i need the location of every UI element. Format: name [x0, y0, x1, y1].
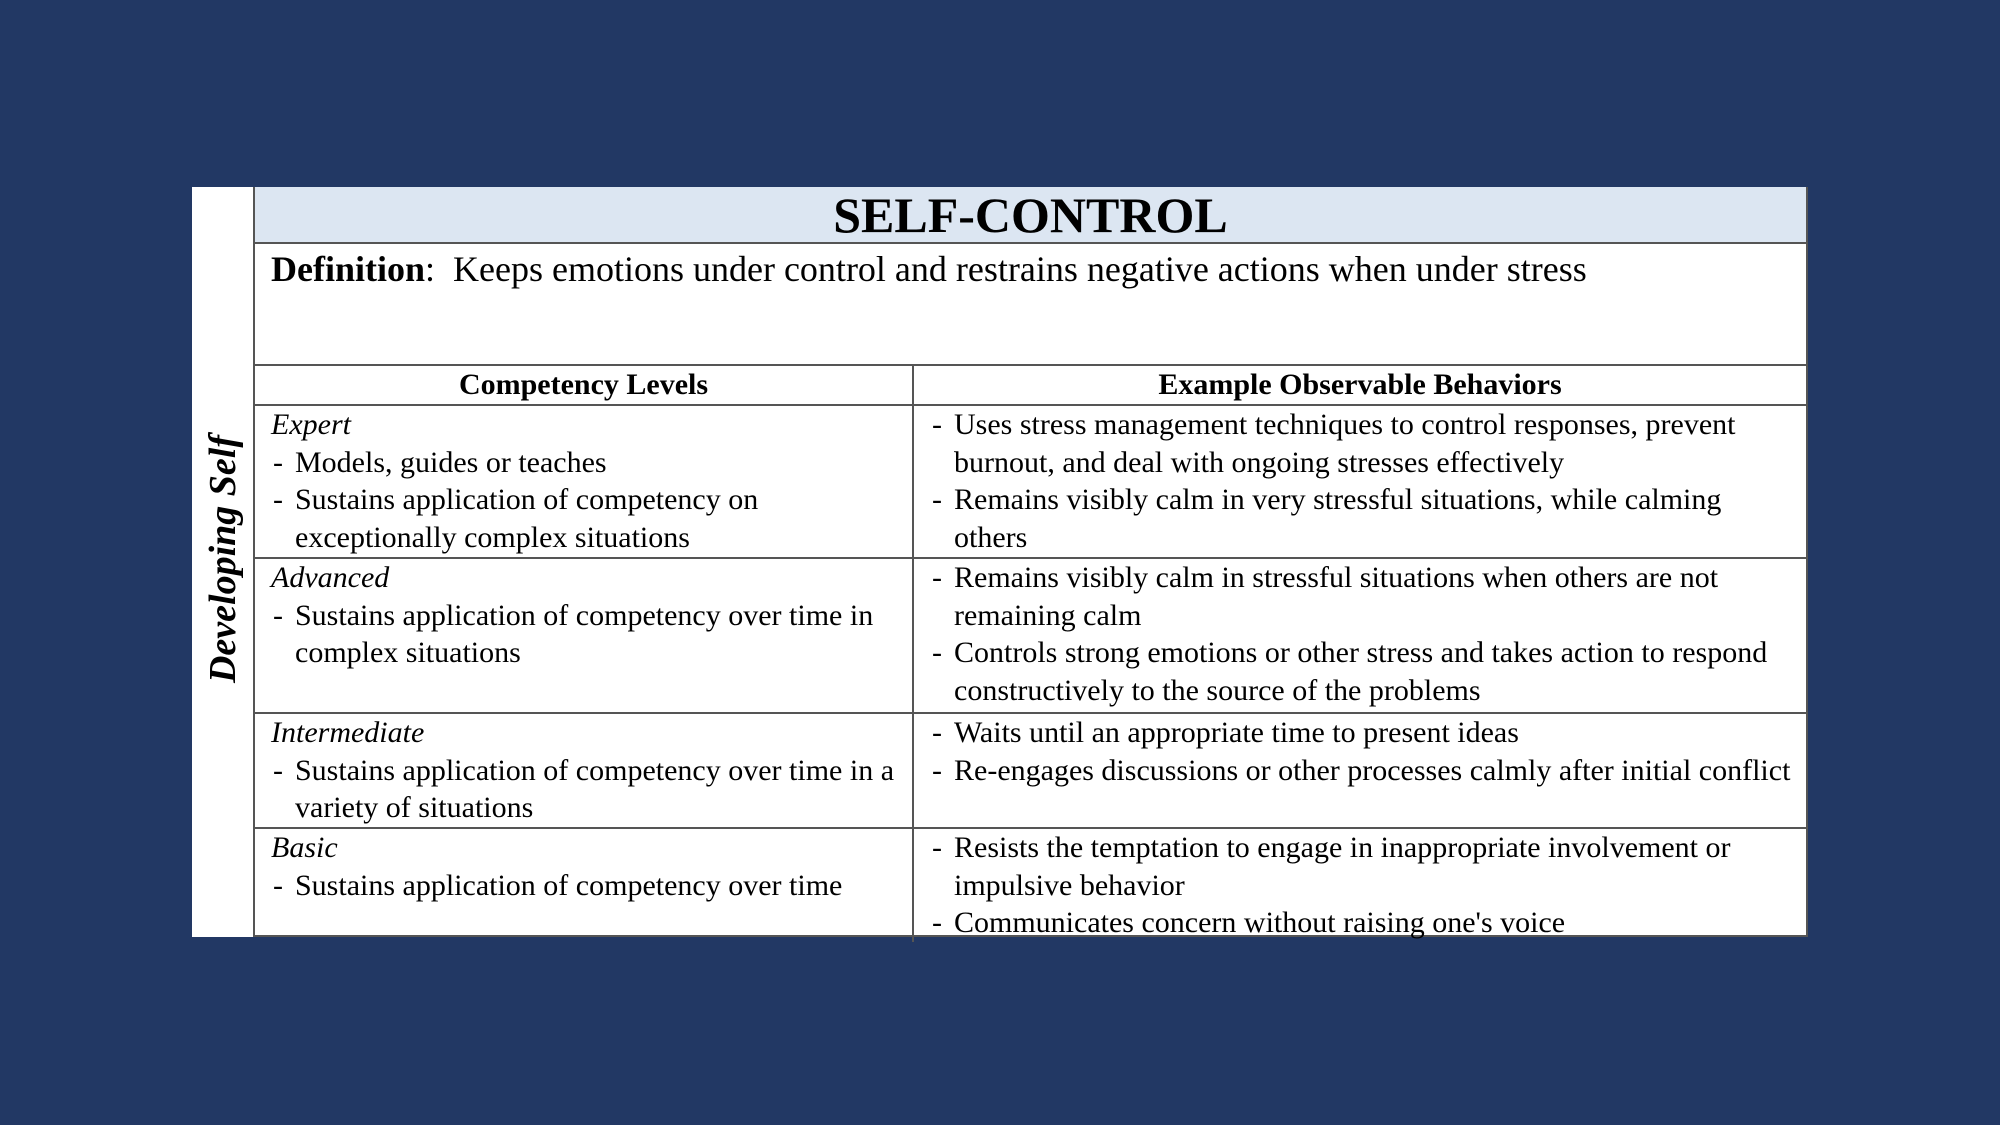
sidebar — [192, 187, 255, 937]
table-header-row — [255, 365, 1806, 405]
behavior-list — [930, 829, 1798, 942]
behavior-list — [930, 406, 1798, 556]
list-item: - Remains visibly calm in stressful situations when others are not remaining calm — [930, 559, 1798, 634]
list-item: - Communicates concern without raising one's voice — [930, 904, 1798, 942]
table-row — [255, 713, 1806, 828]
level-name: Expert — [271, 408, 351, 441]
competency-cell — [255, 828, 913, 942]
behavior-list — [930, 559, 1798, 709]
competency-list — [271, 752, 904, 827]
list-item: - Re-engages discussions or other processes calmly after initial conflict — [930, 752, 1798, 790]
list-item: - Uses stress management techniques to control responses, prevent burnout, and deal with ongoing stresses effectively — [930, 406, 1798, 481]
level-name: Advanced — [271, 561, 390, 594]
list-item: - Resists the temptation to engage in inappropriate involvement or impulsive behavior — [930, 829, 1798, 904]
list-item: - Sustains application of competency over time in a variety of situations — [271, 752, 904, 827]
list-item: - Models, guides or teaches — [271, 444, 904, 482]
level-name: Intermediate — [271, 716, 425, 749]
list-item: - Sustains application of competency over time in complex situations — [271, 597, 904, 672]
competency-list — [271, 444, 904, 557]
definition — [271, 244, 1791, 364]
table-row — [255, 558, 1806, 713]
definition-text: Keeps emotions under control and restrains negative actions when under stress — [453, 249, 1587, 289]
page-title: SELF-CONTROL — [255, 187, 1806, 244]
list-item: - Waits until an appropriate time to present ideas — [930, 714, 1798, 752]
definition-label: Definition — [271, 249, 426, 289]
level-name: Basic — [271, 831, 338, 864]
competency-card — [192, 187, 1808, 937]
sidebar-label: Developing Self — [202, 434, 244, 684]
table-row — [255, 828, 1806, 942]
behavior-cell — [913, 828, 1806, 942]
list-item: - Remains visibly calm in very stressful situations, while calming others — [930, 481, 1798, 556]
header-competency-levels: Competency Levels — [255, 365, 913, 405]
list-item: - Controls strong emotions or other stress and takes action to respond constructively to the source of the problems — [930, 634, 1798, 709]
list-item: - Sustains application of competency on exceptionally complex situations — [271, 481, 904, 556]
behavior-list — [930, 714, 1798, 789]
behavior-cell — [913, 558, 1806, 713]
table-row — [255, 405, 1806, 558]
behavior-cell — [913, 713, 1806, 828]
header-observable-behaviors: Example Observable Behaviors — [913, 365, 1806, 405]
competency-cell — [255, 713, 913, 828]
competency-list — [271, 867, 904, 905]
list-item: - Sustains application of competency over time — [271, 867, 904, 905]
competency-cell — [255, 405, 913, 558]
competency-list — [271, 597, 904, 672]
competency-table — [255, 364, 1806, 942]
behavior-cell — [913, 405, 1806, 558]
competency-cell — [255, 558, 913, 713]
main-panel — [255, 187, 1808, 937]
definition-colon: : — [425, 249, 454, 289]
